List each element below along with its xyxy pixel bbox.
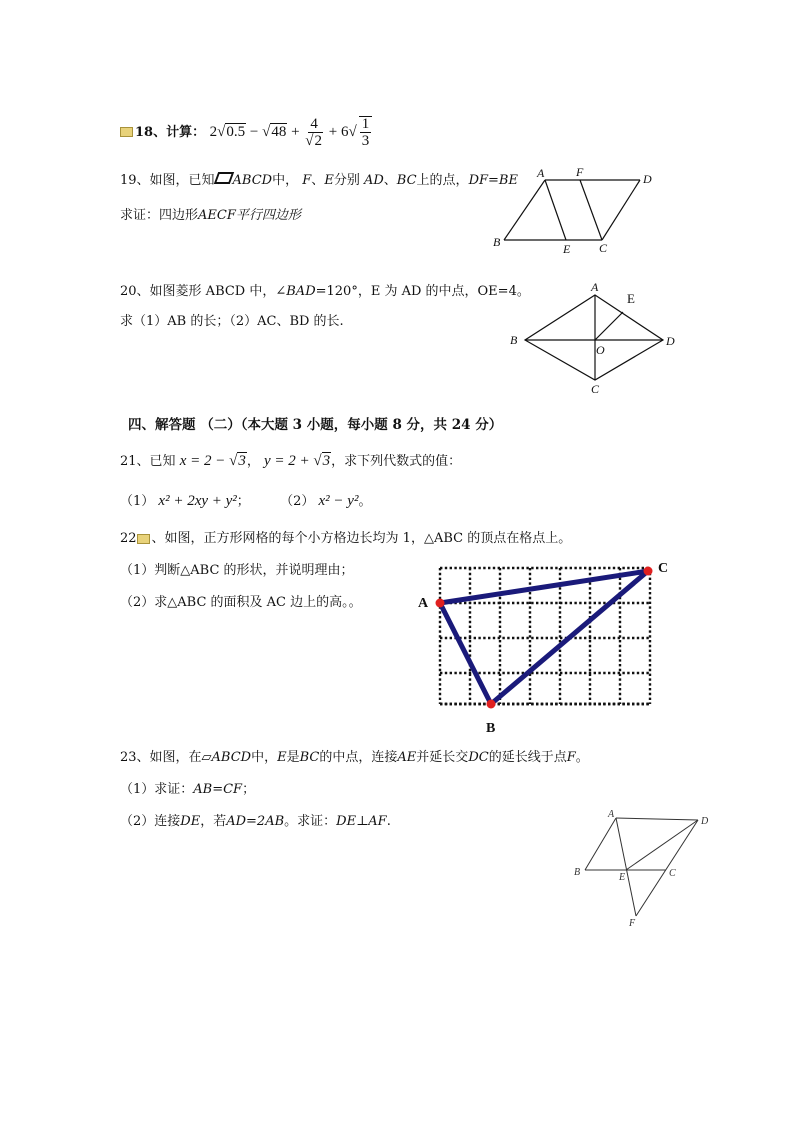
q19-label-E: E — [563, 242, 571, 256]
q18-frac-den: √2 — [305, 132, 323, 149]
q19-text-b: 中， — [272, 173, 299, 188]
q19-figure — [490, 164, 660, 258]
q19-segment-AE — [545, 180, 566, 240]
q23-text-a: 23、如图，在 — [120, 750, 202, 765]
q23-part1-c: ； — [242, 782, 256, 797]
q21-line2 — [120, 492, 371, 511]
q23-text-e: 并延长交 — [416, 750, 469, 765]
q19-AD: AD — [363, 173, 384, 188]
q21-x-expr: x = 2 − — [179, 453, 230, 469]
q21-text-b: ，求下列代数式的值： — [331, 454, 462, 469]
q22-line2 — [120, 562, 354, 580]
q19-label-C: C — [599, 241, 608, 255]
q20-angle: ∠BAD — [275, 284, 316, 299]
q19-pg-name: ABCD — [232, 173, 273, 188]
q22-label-C: C — [658, 561, 669, 576]
q20-label-C: C — [591, 382, 600, 396]
q18-plus2: + — [328, 123, 338, 140]
q19-comma: 、 — [383, 173, 397, 188]
q22-part2: （2）求△ABC 的面积及 AC 边上的高。。 — [120, 595, 362, 610]
q18-expression: 2√0.5 − √48 + $\frac{4}{√2}$ + 6√ $\frac{1}{3}$ — [210, 124, 375, 140]
section-4-title — [128, 416, 502, 434]
q23-condition: AD=2AB — [226, 814, 285, 829]
q18-frac-num: 4 — [310, 115, 318, 132]
q18-coef3: 6 — [341, 123, 349, 140]
section-4-title-text: 四、解答题 （二）（本大题 3 小题，每小题 8 分，共 24 分） — [128, 417, 503, 433]
q21-p1-end: ； — [236, 494, 250, 509]
q23-text-b: 中， — [251, 750, 278, 765]
q23-segment-DE — [626, 820, 698, 870]
q21-p2-label: （2） — [280, 494, 315, 509]
q23-part2-a: （2）连接 — [120, 814, 181, 829]
q21-p2-end: 。 — [358, 494, 372, 509]
q23-AE: AE — [397, 750, 417, 765]
q23-part1-b: AB=CF — [193, 782, 243, 797]
q19-line2 — [120, 207, 301, 225]
q20-figure — [505, 280, 685, 398]
q22-vertex-C — [644, 567, 653, 576]
q21-y-def: y = 2 + √3 — [263, 453, 331, 469]
q23-pg: ▱ABCD — [201, 750, 252, 765]
q23-line-DF — [636, 820, 698, 916]
q23-label-F: F — [629, 918, 636, 929]
q18-frac-den-rad: 2 — [314, 132, 323, 149]
q23-label-A: A — [608, 809, 615, 820]
q20-label-E: E — [627, 291, 635, 306]
q19-text-a: 19、如图，已知 — [120, 173, 215, 188]
q18-number: 18 — [135, 124, 154, 140]
q23-label-B: B — [574, 867, 581, 878]
q22-triangle — [440, 571, 648, 704]
q22-line1 — [120, 530, 571, 548]
q19-pg-symbol — [213, 172, 233, 184]
q23-part1-a: （1）求证： — [120, 782, 194, 797]
q18-fraction — [305, 117, 323, 149]
q23-DC: DC — [468, 750, 489, 765]
q19-condition: DF=BE — [468, 173, 518, 188]
q23-DE: DE — [180, 814, 201, 829]
q20-label-D: D — [666, 334, 675, 348]
q19-label-F: F — [576, 165, 584, 179]
note-icon-2 — [137, 534, 150, 544]
q20-label-B: B — [510, 333, 518, 347]
q23-E: E — [277, 750, 287, 765]
q23-BC: BC — [299, 750, 320, 765]
q22-line3 — [120, 594, 362, 612]
q23-side-AD — [616, 818, 698, 820]
q22-part1: （1）判断△ABC 的形状，并说明理由； — [120, 563, 354, 578]
q19-label-D: D — [643, 172, 652, 186]
q23-line3 — [120, 813, 391, 831]
q23-label-C: C — [669, 868, 676, 879]
q18-plus1: + — [291, 123, 300, 140]
q19-sep: 、 — [311, 173, 325, 188]
q19-line1 — [120, 172, 518, 190]
q23-F: F — [566, 750, 576, 765]
q19-segment-FC — [580, 180, 602, 240]
q22-label-A: A — [418, 596, 429, 611]
q23-text-g: 。 — [575, 750, 589, 765]
q19-F: F — [302, 173, 312, 188]
q20-line2 — [120, 313, 344, 331]
q23-label-E: E — [619, 872, 626, 883]
q22-vertex-B — [487, 700, 496, 709]
q19-BC: BC — [396, 173, 417, 188]
q23-line1 — [120, 749, 589, 767]
q20-line1 — [120, 283, 530, 301]
q19-text-d: 上的点， — [416, 173, 469, 188]
q18-root-den: 3 — [361, 133, 370, 149]
q23-text-f: 的延长线于点 — [488, 750, 567, 765]
note-icon — [120, 127, 133, 137]
q21-text-a: 21、已知 — [120, 454, 176, 469]
q22-vertex-A — [436, 599, 445, 608]
q21-line1 — [120, 452, 461, 471]
q20-label-A: A — [591, 280, 599, 294]
q21-p1-expr: x² + 2xy + y² — [158, 493, 237, 509]
q20-label-O: O — [596, 343, 605, 357]
q20-text-b: =120°，E 为 AD 的中点，OE=4。 — [315, 284, 530, 299]
q23-conclusion: DE⊥AF — [336, 814, 387, 829]
q23-part2-d: . — [386, 814, 391, 829]
q19-side-AB — [504, 180, 545, 240]
q21-p1-label: （1） — [120, 494, 155, 509]
q22-number: 22 — [120, 531, 137, 546]
q23-line2 — [120, 781, 255, 799]
q19-label-A: A — [537, 166, 545, 180]
q23-text-d: 的中点，连接 — [319, 750, 398, 765]
q21-y-rad: 3 — [322, 453, 331, 469]
q19-prove-a: 求证：四边形 — [120, 208, 199, 223]
q20-rhombus — [525, 295, 663, 380]
q21-p2-expr: x² − y² — [318, 493, 359, 509]
q18-radicand1: 0.5 — [226, 123, 246, 140]
q18-label: 、计算： — [153, 124, 206, 140]
q18-minus: − — [249, 123, 259, 140]
q20-question: 求（1）AB 的长；（2）AC、BD 的长. — [120, 314, 344, 329]
q18-root-num: 1 — [361, 116, 370, 132]
q18-line — [120, 116, 374, 149]
q18-root-fraction — [359, 116, 373, 149]
q19-label-B: B — [493, 235, 501, 249]
q19-prove-b: AECF平行四边形 — [198, 208, 301, 223]
q23-label-D: D — [701, 816, 709, 827]
q19-E: E — [324, 173, 334, 188]
q22-label-B: B — [486, 721, 496, 736]
q19-text-c: 分别 — [333, 173, 360, 188]
q21-x-rad: 3 — [238, 453, 246, 469]
q21-y-expr: y = 2 + — [263, 453, 314, 469]
q18-radicand2: 48 — [271, 123, 287, 140]
q23-text-c: 是 — [286, 750, 300, 765]
q20-text-a: 20、如图菱形 ABCD 中， — [120, 284, 276, 299]
q18-coef1: 2 — [209, 123, 218, 140]
q22-figure — [412, 554, 682, 736]
q23-part2-b: ，若 — [200, 814, 227, 829]
q23-line-AF — [616, 818, 636, 916]
q23-part2-c: 。求证： — [284, 814, 337, 829]
q21-comma: ， — [246, 454, 260, 469]
q23-side-AB — [585, 818, 616, 870]
q21-x-def: x = 2 − √3 — [179, 453, 246, 469]
q23-figure — [566, 806, 716, 932]
q20-segment-OE — [595, 312, 623, 340]
q22-text: 、如图，正方形网格的每个小方格边长均为 1，△ABC 的顶点在格点上。 — [151, 531, 572, 546]
q19-side-DC — [602, 180, 640, 240]
